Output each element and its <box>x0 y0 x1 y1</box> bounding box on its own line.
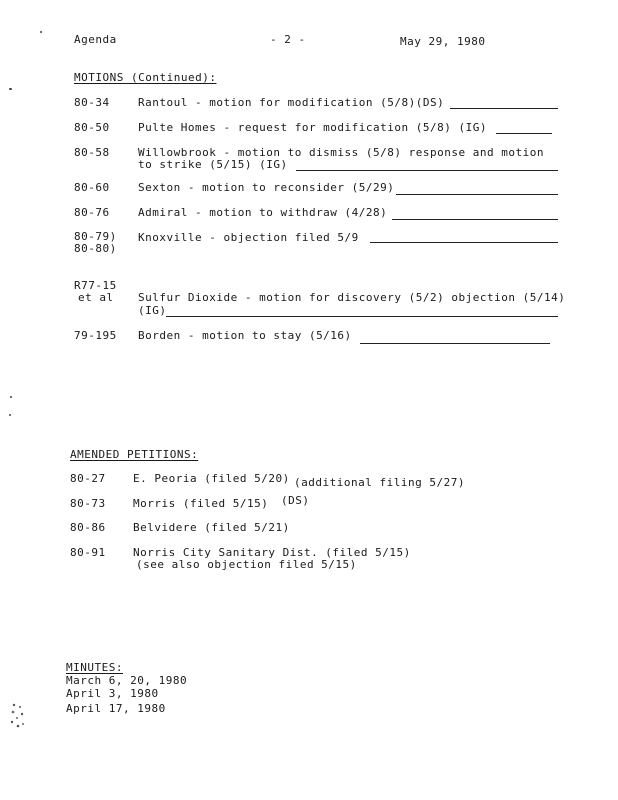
motion-3-text: Willowbrook - motion to dismiss (5/8) response and motion <box>138 146 544 159</box>
amended-4-text: Norris City Sanitary Dist. (filed 5/15) <box>133 546 411 559</box>
scan-speck <box>40 31 42 33</box>
motion-4-text: Sexton - motion to reconsider (5/29) <box>138 181 395 194</box>
motion-8-id: 79-195 <box>74 329 117 342</box>
motion-3-text-cont: to strike (5/15) (IG) <box>138 158 288 171</box>
motion-2-text: Pulte Homes - request for modification (5/8) (IG) <box>138 121 488 134</box>
motion-3-id: 80-58 <box>74 146 110 159</box>
motions-heading: MOTIONS (Continued): <box>74 71 217 84</box>
amended-2-note: (DS) <box>281 494 310 507</box>
scan-speck <box>10 396 12 398</box>
amended-2-id: 80-73 <box>70 497 106 510</box>
amended-1-text: E. Peoria (filed 5/20) <box>133 472 290 485</box>
motion-6-id: 80-79) <box>74 230 117 243</box>
amended-4-text-cont: (see also objection filed 5/15) <box>136 558 357 571</box>
header-left: Agenda <box>74 33 117 46</box>
motion-7-text-cont: (IG) <box>138 304 167 317</box>
page-number: - 2 - <box>270 33 306 46</box>
motion-7-blank <box>166 306 558 317</box>
minutes-line-1: March 6, 20, 1980 <box>66 674 188 687</box>
motion-5-text: Admiral - motion to withdraw (4/28) <box>138 206 388 219</box>
motion-4-blank <box>396 184 558 195</box>
amended-1-note: (additional filing 5/27) <box>294 476 465 489</box>
motion-5-id: 80-76 <box>74 206 110 219</box>
motion-6-text: Knoxville - objection filed 5/9 <box>138 231 359 244</box>
motion-2-blank <box>496 123 552 134</box>
motion-7-text: Sulfur Dioxide - motion for discovery (5/2) objection (5/14) <box>138 291 566 304</box>
amended-3-text: Belvidere (filed 5/21) <box>133 521 290 534</box>
motion-6-blank <box>370 232 558 243</box>
motion-8-blank <box>360 333 550 344</box>
scan-smudge <box>8 700 30 730</box>
amended-3-id: 80-86 <box>70 521 106 534</box>
amended-1-id: 80-27 <box>70 472 106 485</box>
amended-4-id: 80-91 <box>70 546 106 559</box>
minutes-line-3: April 17, 1980 <box>66 702 166 715</box>
motion-4-id: 80-60 <box>74 181 110 194</box>
motion-1-text: Rantoul - motion for modification (5/8)(DS) <box>138 96 445 109</box>
motion-7-id-cont: et al <box>78 291 114 304</box>
motion-5-blank <box>392 209 558 220</box>
motion-3-blank <box>296 160 558 171</box>
minutes-heading: MINUTES: <box>66 661 123 674</box>
header-date: May 29, 1980 <box>400 35 486 48</box>
motion-1-id: 80-34 <box>74 96 110 109</box>
motion-6-id-cont: 80-80) <box>74 242 117 255</box>
motion-1-blank <box>450 98 558 109</box>
motion-2-id: 80-50 <box>74 121 110 134</box>
motion-8-text: Borden - motion to stay (5/16) <box>138 329 352 342</box>
amended-heading: AMENDED PETITIONS: <box>70 448 199 461</box>
scan-speck <box>9 88 12 90</box>
motion-7-id: R77-15 <box>74 279 117 292</box>
minutes-line-2: April 3, 1980 <box>66 687 159 700</box>
amended-2-text: Morris (filed 5/15) <box>133 497 269 510</box>
scan-speck <box>9 414 11 416</box>
